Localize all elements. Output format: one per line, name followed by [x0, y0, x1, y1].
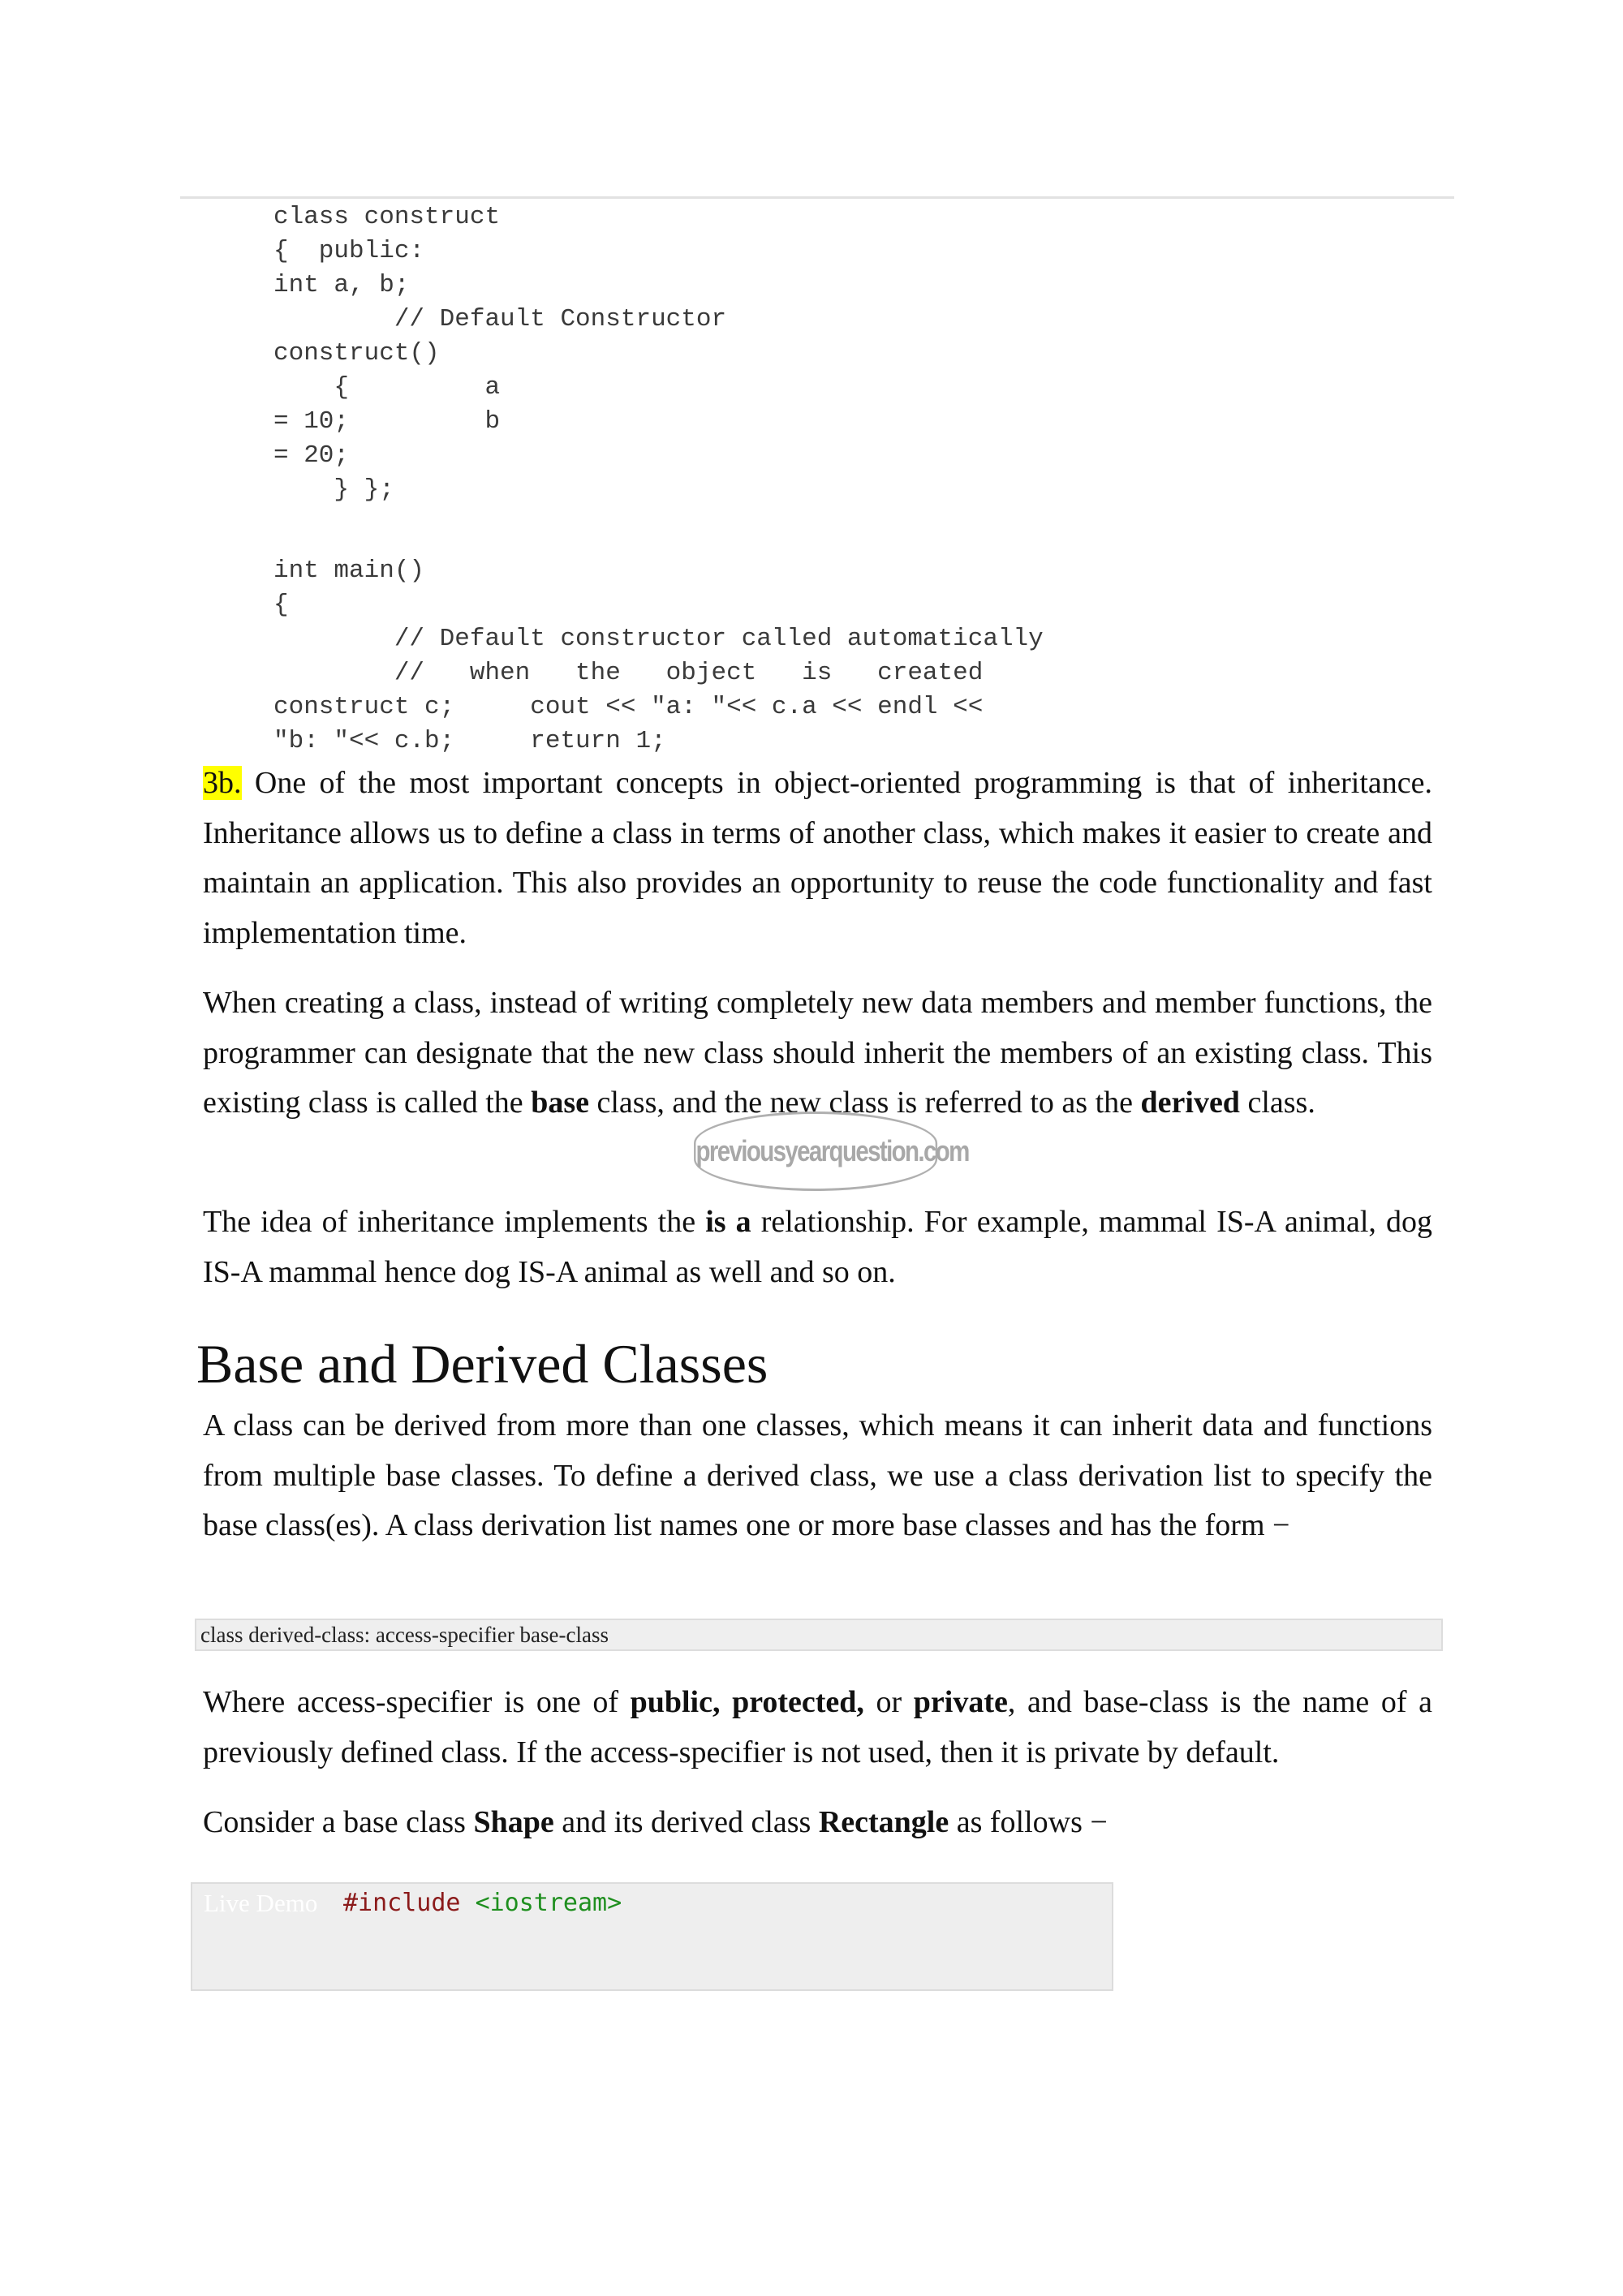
bold-term: Shape: [473, 1805, 554, 1839]
text-run: The idea of inheritance implements the: [203, 1205, 706, 1239]
code-line: int main(): [273, 557, 425, 585]
code-line: // Default Constructor: [273, 305, 727, 333]
text-run: relationship. For example, mammal IS-A animal, dog IS-A mammal hence dog IS-A animal as well and so on.: [203, 1205, 1432, 1289]
text-run: class, and the new class is referred to as the: [588, 1086, 1141, 1120]
text-run: as follows −: [949, 1805, 1108, 1839]
code-line: // when the object is created: [273, 659, 984, 687]
watermark-logo: previousyearquestion.com: [694, 1111, 937, 1191]
text-run: and its derived class: [553, 1805, 819, 1839]
text-run: or: [863, 1685, 914, 1719]
code-line: construct c; cout << "a: "<< c.a << endl <<: [273, 693, 984, 721]
code-line: = 20;: [273, 441, 350, 470]
text-run: When creating a class, instead of writing completely new data members and member functions, the programmer can designate that the new class should inherit the members of an existing class. This existing class is called the: [203, 986, 1432, 1120]
bold-term: public, protected,: [630, 1685, 864, 1719]
text-run: , and base-class is the name of a previously defined class. If the access-specifier is not used, then it is private by default.: [203, 1685, 1432, 1769]
text-run: Consider a base class: [203, 1805, 474, 1839]
paragraph-is-a: [203, 1197, 1432, 1297]
syntax-box: class derived-class: access-specifier base-class: [195, 1619, 1443, 1651]
paragraph-text: One of the most important concepts in object-oriented programming is that of inheritance. Inheritance allows us to define a class in terms of another class, which makes it easier to create and maintain an application. This also provides an opportunity to reuse the code functionality and fast implementation time.: [203, 766, 1432, 950]
paragraph-access-specifier: [203, 1678, 1432, 1778]
code-line: "b: "<< c.b; return 1;: [273, 727, 666, 755]
bold-term: Rectangle: [818, 1805, 949, 1839]
code-line: } };: [273, 475, 394, 504]
paragraph-derivation: A class can be derived from more than one classes, which means it can inherit data and functions from multiple base classes. To define a derived class, we use a class derivation list to specify the base class(es). A class derivation list names one or more base classes and has the form −: [203, 1408, 1432, 1542]
live-demo-code-box: [191, 1882, 1113, 1991]
paragraph-3b: [203, 759, 1432, 958]
bold-term: private: [913, 1685, 1008, 1719]
header-name: <iostream>: [475, 1889, 622, 1917]
text-run: class.: [1239, 1086, 1315, 1120]
code-line: { public:: [273, 237, 425, 265]
text-run: Where access-specifier is one of: [203, 1685, 631, 1719]
top-divider: [180, 196, 1454, 199]
code-line: = 10; b: [273, 407, 501, 436]
bold-term: is a: [705, 1205, 751, 1239]
paragraph-when-creating: [203, 978, 1432, 1129]
question-label-highlight: 3b.: [203, 766, 242, 800]
section-heading: Base and Derived Classes: [196, 1333, 768, 1395]
code-line: { a: [273, 373, 501, 402]
code-line: int a, b;: [273, 271, 410, 299]
code-line: construct(): [273, 339, 440, 368]
code-line: // Default constructor called automatically: [273, 625, 1044, 653]
preprocessor-directive: #include: [343, 1889, 461, 1917]
code-line: {: [273, 591, 289, 619]
paragraph-consider: [203, 1798, 1432, 1848]
live-demo-link[interactable]: Live Demo: [204, 1889, 318, 1917]
bold-term: derived: [1140, 1086, 1240, 1120]
code-line: class construct: [273, 203, 501, 231]
bold-term: base: [531, 1086, 589, 1120]
include-line: [343, 1889, 622, 1917]
